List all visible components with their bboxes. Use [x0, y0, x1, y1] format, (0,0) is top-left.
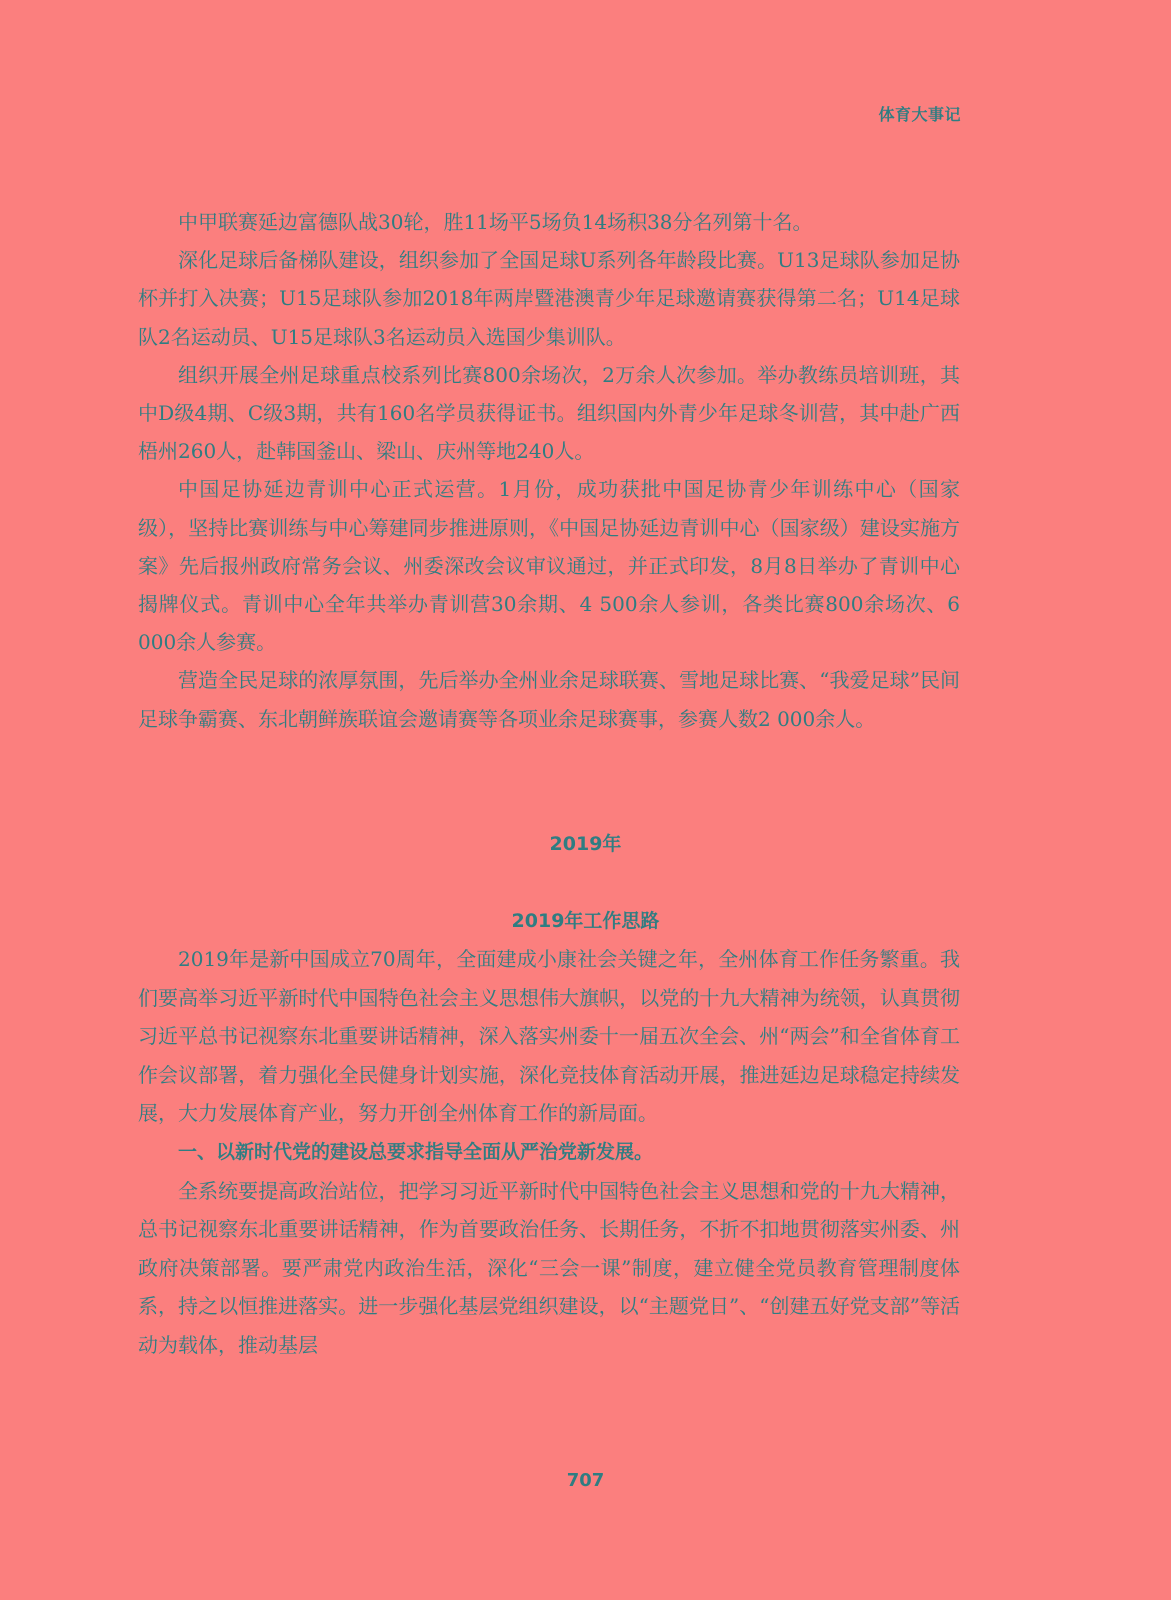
point-one-heading: 一、以新时代党的建设总要求指导全面从严治党新发展。	[178, 1140, 654, 1163]
paragraph-2019-intro: 2019年是新中国成立70周年，全面建成小康社会关键之年，全州体育工作任务繁重。我们要高举习近平新时代中国特色社会主义思想伟大旗帜，以党的十九大精神为统领，认真贯彻习近平总书记视察东北重要讲话精神，深入落实州委十一届五次全会、州“两会”和全省体育工作会议部署，着力强化全民健身计划实施，深化竞技体育活动开展，推进延边足球稳定持续发展，大力发展体育产业，努力开创全州体育工作的新局面。	[138, 947, 960, 1126]
paragraph-party-building: 全系统要提高政治站位，把学习习近平新时代中国特色社会主义思想和党的十九大精神，总书记视察东北重要讲话精神，作为首要政治任务、长期任务，不折不扣地贯彻落实州委、州政府决策部署。要严肃党内政治生活，深化“三会一课”制度，建立健全党员教育管理制度体系，持之以恒推进落实。进一步强化基层党组织建设，以“主题党日”、“创建五好党支部”等活动为载体，推动基层	[138, 1178, 960, 1357]
work-plan-heading: 2019年工作思路	[511, 910, 660, 932]
lower-text-block	[138, 940, 960, 1365]
running-header-title: 体育大事记	[878, 105, 961, 124]
paragraph-league-result: 中甲联赛延边富德队战30轮，胜11场平5场负14场积38分名列第十名。	[178, 210, 813, 234]
paragraph-school-competitions: 组织开展全州足球重点校系列比赛800余场次，2万余人次参加。举办教练员培训班，其中D级4期、C级3期，共有160名学员获得证书。组织国内外青少年足球冬训营，其中赴广西梧州260人，赴韩国釜山、梁山、庆州等地240人。	[138, 362, 960, 464]
paragraph-training-center: 中国足协延边青训中心正式运营。1月份，成功获批中国足协青少年训练中心（国家级），坚持比赛训练与中心筹建同步推进原则，《中国足协延边青训中心（国家级）建设实施方案》先后报州政府常务会议、州委深改会议审议通过，并正式印发，8月8日举办了青训中心揭牌仪式。青训中心全年共举办青训营30余期、4 500余人参训，各类比赛800余场次、6 000余人参赛。	[138, 477, 960, 655]
paragraph-amateur-football: 营造全民足球的浓厚氛围，先后举办全州业余足球联赛、雪地足球比赛、“我爱足球”民间足球争霸赛、东北朝鲜族联谊会邀请赛等各项业余足球赛事，参赛人数2 000余人。	[138, 668, 960, 731]
year-heading: 2019年	[549, 833, 622, 855]
paragraph-youth-teams: 深化足球后备梯队建设，组织参加了全国足球U系列各年龄段比赛。U13足球队参加足协杯并打入决赛；U15足球队参加2018年两岸暨港澳青少年足球邀请赛获得第二名；U14足球队2名运动员、U15足球队3名运动员入选国少集训队。	[138, 248, 960, 349]
upper-text-block	[138, 203, 960, 738]
page-number: 707	[566, 1470, 605, 1491]
